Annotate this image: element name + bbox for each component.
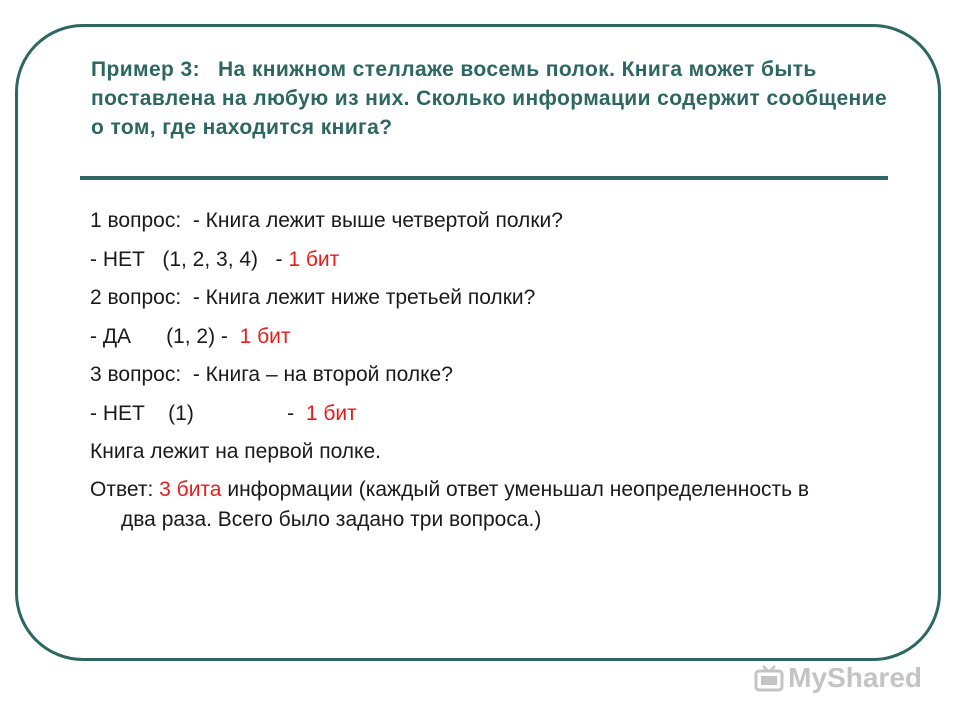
title-divider — [80, 176, 888, 180]
question-1: 1 вопрос: - Книга лежит выше четвертой полки? — [90, 209, 563, 232]
answer-bits: 3 бита — [159, 477, 222, 501]
slide-title — [91, 55, 891, 142]
bit-value: 1 бит — [305, 401, 357, 425]
question-3: 3 вопрос: - Книга – на второй полке? — [90, 363, 453, 386]
tv-icon — [754, 664, 784, 692]
final-answer: Ответ: 3 бита информации (каждый ответ уменьшал неопределенность в два раза. Всего было задано три вопроса.) — [90, 477, 810, 531]
watermark-text: MyShared — [788, 662, 922, 693]
watermark — [754, 662, 922, 694]
answer-1: - НЕТ (1, 2, 3, 4) - 1 бит — [90, 247, 340, 271]
conclusion: Книга лежит на первой полке. — [90, 440, 381, 463]
slide-body — [90, 205, 850, 531]
bit-value: 1 бит — [239, 324, 291, 348]
example-label: Пример 3: — [91, 58, 200, 81]
problem-text: На книжном стеллаже восемь полок. Книга может быть поставлена на любую из них. Сколько информации содержит сообщение о том, где находится книга? — [91, 58, 888, 139]
question-2: 2 вопрос: - Книга лежит ниже третьей полки? — [90, 286, 536, 309]
answer-3: - НЕТ (1) - 1 бит — [90, 401, 357, 425]
answer-2: - ДА (1, 2) - 1 бит — [90, 324, 291, 348]
bit-value: 1 бит — [288, 247, 340, 271]
